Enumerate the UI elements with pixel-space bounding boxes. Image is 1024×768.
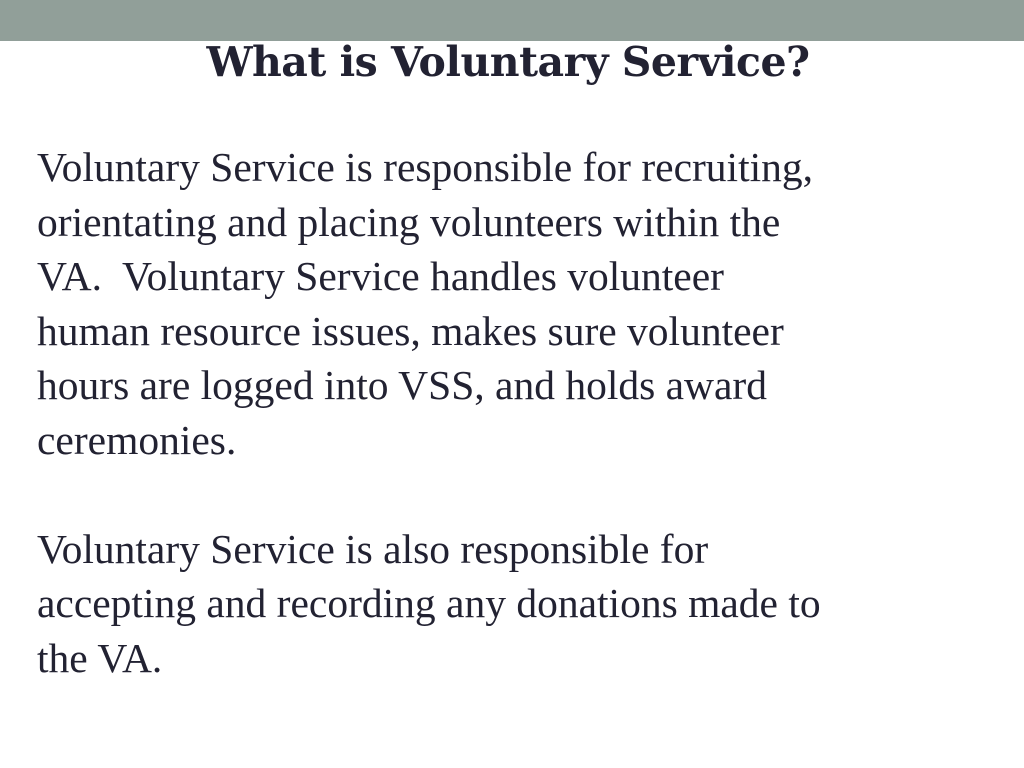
paragraph-1-line-4: human resource issues, makes sure volunteer [37,307,784,354]
paragraph-spacer [37,467,987,522]
paragraph-1-line-6: ceremonies. [37,416,237,463]
paragraph-1 [37,140,987,467]
paragraph-1-line-1: Voluntary Service is responsible for recruiting, [37,144,814,190]
slide-body [37,140,987,685]
paragraph-2-line-2: accepting and recording any donations made to [37,580,821,626]
paragraph-1-line-2: orientating and placing volunteers within the [37,198,781,245]
paragraph-2 [37,522,987,686]
paragraph-2-line-1: Voluntary Service is also responsible for [37,525,709,572]
paragraph-2-line-3: the VA. [37,634,163,681]
paragraph-1-line-5: hours are logged into VSS, and holds award [37,362,767,408]
paragraph-1-line-3: VA. Voluntary Service handles volunteer [37,253,724,299]
slide-title: What is Voluntary Service? [206,38,810,86]
